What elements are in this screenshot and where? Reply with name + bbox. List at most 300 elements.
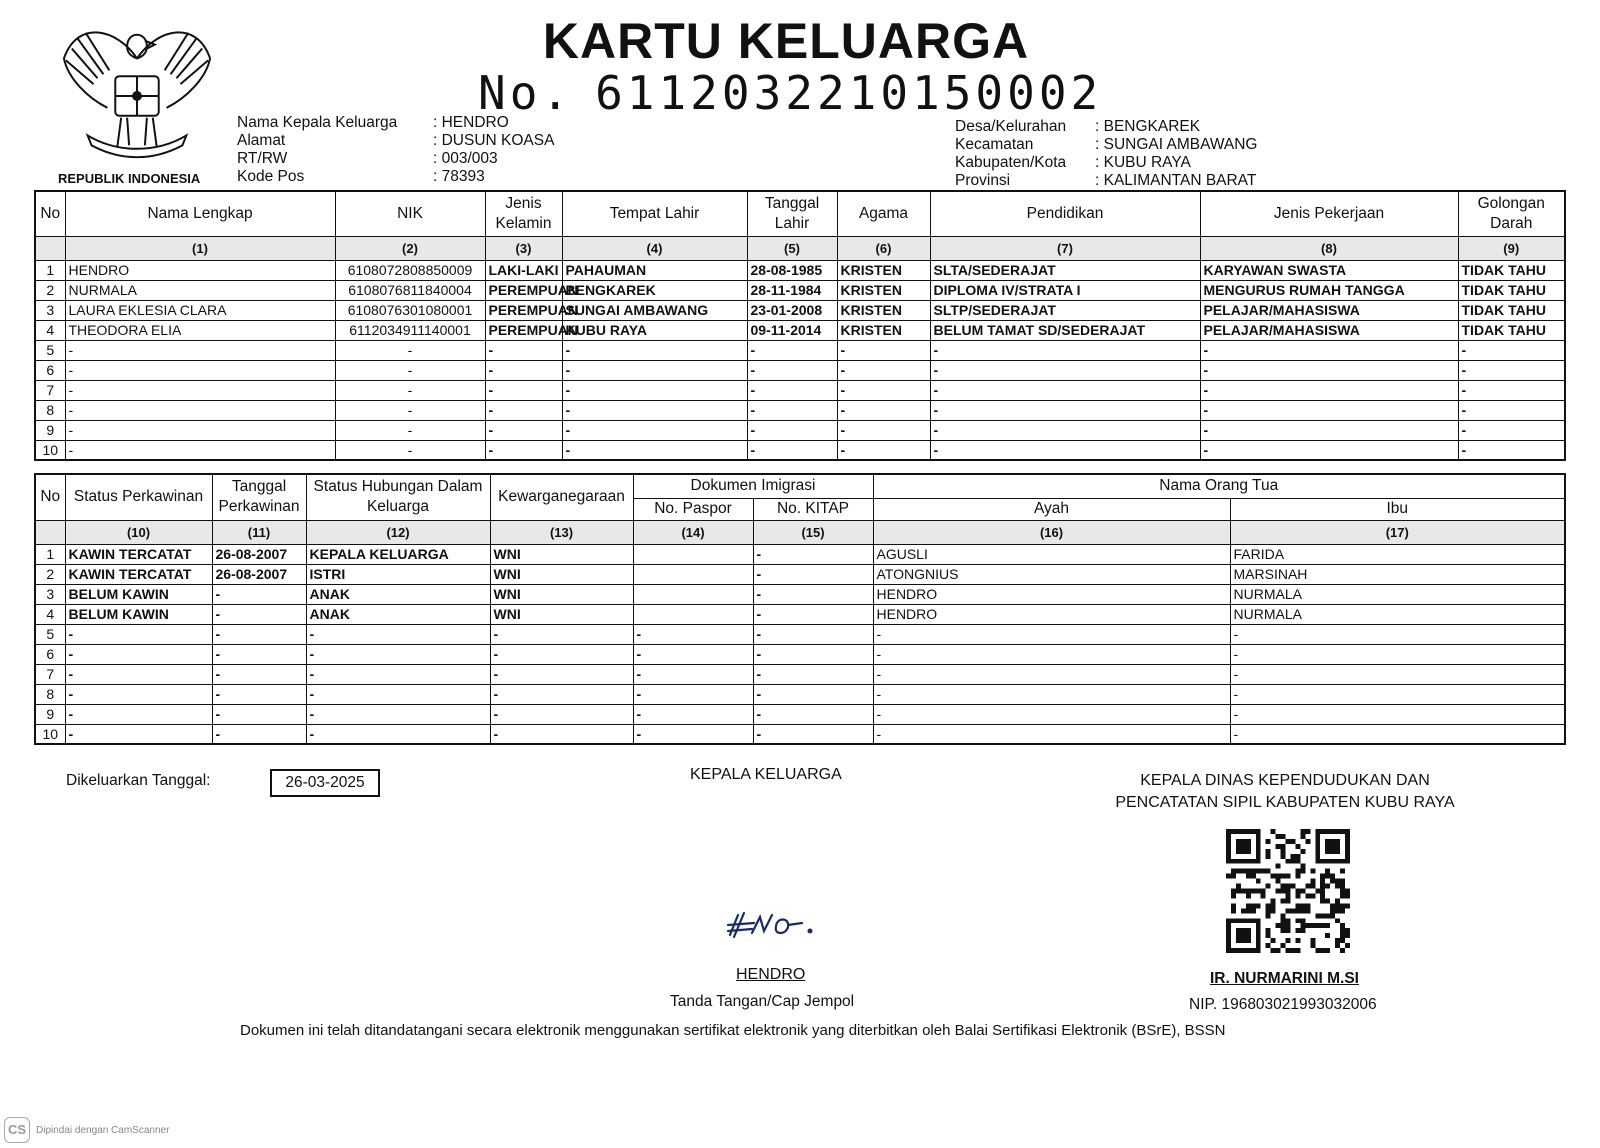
qr-code-icon <box>1226 829 1350 953</box>
column-index: (2) <box>335 236 485 260</box>
table-cell: - <box>837 440 930 460</box>
table-cell: - <box>633 684 753 704</box>
info-row <box>955 154 1258 172</box>
column-header: Golongan Darah <box>1458 191 1565 236</box>
table-cell: - <box>1200 380 1458 400</box>
info-label: Provinsi <box>955 172 1011 189</box>
table-cell: NURMALA <box>65 280 335 300</box>
table-cell: - <box>65 684 212 704</box>
table-cell: - <box>633 724 753 744</box>
table-cell: KRISTEN <box>837 280 930 300</box>
table-cell: - <box>1230 644 1565 664</box>
table-cell: 6 <box>35 644 65 664</box>
table-cell: 8 <box>35 400 65 420</box>
table-cell: - <box>753 564 873 584</box>
info-value: : 78393 <box>433 168 485 185</box>
table-row <box>35 544 1565 564</box>
table-row <box>35 400 1565 420</box>
agency-head-name: IR. NURMARINI M.SI <box>1210 970 1359 987</box>
table-cell: 5 <box>35 624 65 644</box>
agency-head-title <box>1090 770 1480 814</box>
table-row <box>35 280 1565 300</box>
table-cell: 5 <box>35 340 65 360</box>
table-cell: SLTP/SEDERAJAT <box>930 300 1200 320</box>
table-cell: - <box>562 440 747 460</box>
table-cell: 6108076301080001 <box>335 300 485 320</box>
info-label: Alamat <box>237 132 286 149</box>
column-header: No. Paspor <box>633 498 753 520</box>
table-cell: - <box>633 664 753 684</box>
household-info <box>237 114 554 186</box>
table-cell: BENGKAREK <box>562 280 747 300</box>
table-cell: TIDAK TAHU <box>1458 320 1565 340</box>
table-cell: BELUM TAMAT SD/SEDERAJAT <box>930 320 1200 340</box>
table-cell: - <box>930 360 1200 380</box>
document-number-label: No. <box>478 66 574 120</box>
info-label: RT/RW <box>237 150 288 167</box>
info-value: : DUSUN KOASA <box>433 132 555 149</box>
region-info <box>955 118 1258 190</box>
column-index: (13) <box>490 520 633 544</box>
table-cell: HENDRO <box>873 604 1230 624</box>
table-cell: - <box>490 704 633 724</box>
table-cell: 09-11-2014 <box>747 320 837 340</box>
table-cell: AGUSLI <box>873 544 1230 564</box>
table-cell: 26-08-2007 <box>212 544 306 564</box>
column-header: Tanggal Perkawinan <box>212 474 306 520</box>
table-cell: - <box>490 644 633 664</box>
column-index: (17) <box>1230 520 1565 544</box>
table-row <box>35 300 1565 320</box>
column-index: (6) <box>837 236 930 260</box>
table-cell: - <box>306 644 490 664</box>
column-index: (11) <box>212 520 306 544</box>
table-cell: 6 <box>35 360 65 380</box>
column-header: No <box>35 474 65 520</box>
table-cell: - <box>930 400 1200 420</box>
table-cell: - <box>873 724 1230 744</box>
table-header-row <box>35 474 1565 498</box>
table-cell: - <box>1458 360 1565 380</box>
family-status-table <box>34 473 1566 745</box>
table-cell: PEREMPUAN <box>485 320 562 340</box>
column-index-row <box>35 520 1565 544</box>
camscanner-logo-icon: CS <box>4 1117 30 1143</box>
issued-date-label: Dikeluarkan Tanggal: <box>66 772 211 789</box>
table-cell: - <box>1200 360 1458 380</box>
table-cell: PELAJAR/MAHASISWA <box>1200 320 1458 340</box>
table-cell: - <box>747 440 837 460</box>
table-cell: FARIDA <box>1230 544 1565 564</box>
table-cell: - <box>837 360 930 380</box>
table-cell: - <box>562 340 747 360</box>
table-cell: - <box>837 380 930 400</box>
table-cell: - <box>753 684 873 704</box>
table-row <box>35 380 1565 400</box>
table-cell: 10 <box>35 440 65 460</box>
head-of-family-title: KEPALA KELUARGA <box>690 766 842 783</box>
table-cell: - <box>930 420 1200 440</box>
table-row <box>35 684 1565 704</box>
table-cell: - <box>1200 400 1458 420</box>
table-cell: THEODORA ELIA <box>65 320 335 340</box>
table-cell: - <box>1458 380 1565 400</box>
table-cell: SUNGAI AMBAWANG <box>562 300 747 320</box>
column-header: Kewarganegaraan <box>490 474 633 520</box>
table-cell: 2 <box>35 280 65 300</box>
column-header: Nama Lengkap <box>65 191 335 236</box>
table-cell: ANAK <box>306 604 490 624</box>
table-cell: 9 <box>35 420 65 440</box>
table-cell: - <box>306 684 490 704</box>
table-cell: - <box>65 340 335 360</box>
table-cell: - <box>930 340 1200 360</box>
table-cell: - <box>490 724 633 744</box>
table-cell: LAKI-LAKI <box>485 260 562 280</box>
info-row <box>955 136 1258 154</box>
table-cell: - <box>1230 664 1565 684</box>
table-cell: - <box>1200 420 1458 440</box>
table-cell: - <box>485 360 562 380</box>
table-cell: - <box>335 420 485 440</box>
agency-head-nip: NIP. 196803021993032006 <box>1189 996 1377 1013</box>
document-number-value: 6112032210150002 <box>595 66 1103 120</box>
table-cell: - <box>65 724 212 744</box>
table-cell: PELAJAR/MAHASISWA <box>1200 300 1458 320</box>
table-cell <box>633 604 753 624</box>
table-cell: - <box>753 584 873 604</box>
table-cell: - <box>485 380 562 400</box>
table-row <box>35 260 1565 280</box>
table-row <box>35 340 1565 360</box>
table-cell: TIDAK TAHU <box>1458 260 1565 280</box>
table-cell: KAWIN TERCATAT <box>65 544 212 564</box>
table-cell: - <box>212 724 306 744</box>
column-header: Pendidikan <box>930 191 1200 236</box>
column-index: (10) <box>65 520 212 544</box>
table-cell: - <box>485 420 562 440</box>
table-row <box>35 624 1565 644</box>
column-header: Tanggal Lahir <box>747 191 837 236</box>
column-index: (1) <box>65 236 335 260</box>
table-cell: 6108076811840004 <box>335 280 485 300</box>
table-row <box>35 564 1565 584</box>
table-cell: - <box>1230 704 1565 724</box>
agency-title-line: KEPALA DINAS KEPENDUDUKAN DAN <box>1140 772 1430 789</box>
table-cell: - <box>747 420 837 440</box>
table-cell: KEPALA KELUARGA <box>306 544 490 564</box>
table-cell: - <box>212 584 306 604</box>
table-cell: - <box>873 664 1230 684</box>
column-index: (3) <box>485 236 562 260</box>
table-cell: - <box>837 340 930 360</box>
table-cell: 7 <box>35 380 65 400</box>
info-row <box>237 150 554 168</box>
table-cell: - <box>1458 420 1565 440</box>
column-index: (4) <box>562 236 747 260</box>
table-cell: 9 <box>35 704 65 724</box>
table-cell: - <box>873 704 1230 724</box>
table-cell: PEREMPUAN <box>485 300 562 320</box>
table-cell: 28-11-1984 <box>747 280 837 300</box>
info-value: : SUNGAI AMBAWANG <box>1095 136 1258 153</box>
info-value: : BENGKAREK <box>1095 118 1201 135</box>
column-index: (9) <box>1458 236 1565 260</box>
table-cell: 26-08-2007 <box>212 564 306 584</box>
signature-caption: Tanda Tangan/Cap Jempol <box>670 993 855 1010</box>
table-cell: 6108072808850009 <box>335 260 485 280</box>
table-cell: - <box>65 420 335 440</box>
table-cell: - <box>212 624 306 644</box>
table-cell: - <box>485 440 562 460</box>
family-members-table <box>34 190 1566 461</box>
table-cell: TIDAK TAHU <box>1458 300 1565 320</box>
table-cell: - <box>753 644 873 664</box>
table-cell: 4 <box>35 604 65 624</box>
column-header: Jenis Pekerjaan <box>1200 191 1458 236</box>
table-cell: - <box>1200 340 1458 360</box>
handwritten-signature-icon <box>724 905 824 945</box>
info-row <box>237 114 554 132</box>
table-cell: - <box>490 624 633 644</box>
info-label: Nama Kepala Keluarga <box>237 114 398 131</box>
table-row <box>35 440 1565 460</box>
table-cell: - <box>930 380 1200 400</box>
info-value: : KUBU RAYA <box>1095 154 1191 171</box>
table-cell: 23-01-2008 <box>747 300 837 320</box>
info-row <box>955 118 1258 136</box>
column-group-header: Nama Orang Tua <box>873 474 1565 498</box>
table-cell: WNI <box>490 544 633 564</box>
table-cell: LAURA EKLESIA CLARA <box>65 300 335 320</box>
column-header: No <box>35 191 65 236</box>
table-cell: - <box>335 380 485 400</box>
table-cell: TIDAK TAHU <box>1458 280 1565 300</box>
table-row <box>35 664 1565 684</box>
electronic-signature-note: Dokumen ini telah ditandatangani secara elektronik menggunakan sertifikat elektronik yang diterbitkan oleh Balai Sertifikasi Elektronik (BSrE), BSSN <box>240 1022 1226 1039</box>
table-cell: - <box>633 644 753 664</box>
info-label: Kabupaten/Kota <box>955 154 1067 171</box>
table-cell: - <box>306 704 490 724</box>
table-cell <box>633 584 753 604</box>
table-cell: - <box>490 684 633 704</box>
table-cell: - <box>753 544 873 564</box>
head-of-family-name: HENDRO <box>736 966 806 983</box>
table-cell: - <box>212 644 306 664</box>
table-cell: - <box>212 604 306 624</box>
scanner-watermark <box>4 1117 169 1143</box>
table-cell: KRISTEN <box>837 260 930 280</box>
table-cell: - <box>65 380 335 400</box>
table-cell: - <box>747 340 837 360</box>
table-cell: - <box>306 624 490 644</box>
info-value: : KALIMANTAN BARAT <box>1095 172 1257 189</box>
table-cell: 3 <box>35 584 65 604</box>
table-cell: 1 <box>35 544 65 564</box>
table-cell: - <box>65 440 335 460</box>
column-header: No. KITAP <box>753 498 873 520</box>
scanner-text: Dipindai dengan CamScanner <box>36 1124 170 1136</box>
table-cell: - <box>753 604 873 624</box>
table-cell: - <box>212 684 306 704</box>
column-header: Ibu <box>1230 498 1565 520</box>
table-cell: KUBU RAYA <box>562 320 747 340</box>
table-header-row <box>35 191 1565 236</box>
table-cell: - <box>747 380 837 400</box>
table-cell: KRISTEN <box>837 320 930 340</box>
column-index-row <box>35 236 1565 260</box>
table-cell: - <box>753 624 873 644</box>
table-cell: ISTRI <box>306 564 490 584</box>
table-cell: - <box>335 400 485 420</box>
document-title: KARTU KELUARGA <box>542 13 1030 69</box>
table-cell: - <box>562 420 747 440</box>
column-index: (5) <box>747 236 837 260</box>
column-header: Agama <box>837 191 930 236</box>
table-cell: - <box>753 704 873 724</box>
table-row <box>35 420 1565 440</box>
table-cell: BELUM KAWIN <box>65 604 212 624</box>
table-row <box>35 584 1565 604</box>
table-row <box>35 644 1565 664</box>
column-header: NIK <box>335 191 485 236</box>
table-cell: 3 <box>35 300 65 320</box>
table-cell: 10 <box>35 724 65 744</box>
country-label: REPUBLIK INDONESIA <box>58 171 201 186</box>
info-row <box>237 168 554 186</box>
table-cell: - <box>873 644 1230 664</box>
info-row <box>955 172 1258 190</box>
table-cell: - <box>65 704 212 724</box>
agency-title-line: PENCATATAN SIPIL KABUPATEN KUBU RAYA <box>1115 794 1455 811</box>
info-value: : 003/003 <box>433 150 498 167</box>
table-cell: 8 <box>35 684 65 704</box>
table-cell: - <box>306 724 490 744</box>
table-cell: - <box>562 400 747 420</box>
column-index: (8) <box>1200 236 1458 260</box>
column-index: (12) <box>306 520 490 544</box>
document-number <box>478 66 1102 120</box>
table-row <box>35 360 1565 380</box>
table-cell: KAWIN TERCATAT <box>65 564 212 584</box>
table-cell: - <box>212 664 306 684</box>
table-cell: - <box>65 644 212 664</box>
table-cell: 28-08-1985 <box>747 260 837 280</box>
info-row <box>237 132 554 150</box>
table-cell: ATONGNIUS <box>873 564 1230 584</box>
table-cell: - <box>633 624 753 644</box>
table-cell: - <box>212 704 306 724</box>
table-cell: - <box>306 664 490 684</box>
column-group-header: Dokumen Imigrasi <box>633 474 873 498</box>
table-cell: - <box>753 664 873 684</box>
table-cell: MENGURUS RUMAH TANGGA <box>1200 280 1458 300</box>
table-cell: - <box>562 360 747 380</box>
table-row <box>35 320 1565 340</box>
column-index <box>35 520 65 544</box>
table-cell: - <box>747 360 837 380</box>
column-index: (7) <box>930 236 1200 260</box>
table-cell: ANAK <box>306 584 490 604</box>
table-cell: 6112034911140001 <box>335 320 485 340</box>
info-value: : HENDRO <box>433 114 509 131</box>
table-cell: HENDRO <box>65 260 335 280</box>
table-cell: - <box>1200 440 1458 460</box>
table-cell: - <box>1458 340 1565 360</box>
column-header: Ayah <box>873 498 1230 520</box>
table-cell: DIPLOMA IV/STRATA I <box>930 280 1200 300</box>
table-cell: - <box>65 624 212 644</box>
table-cell: - <box>837 400 930 420</box>
table-cell: PAHAUMAN <box>562 260 747 280</box>
table-cell: 2 <box>35 564 65 584</box>
table-cell: - <box>65 360 335 380</box>
table-cell: SLTA/SEDERAJAT <box>930 260 1200 280</box>
column-header: Status Hubungan Dalam Keluarga <box>306 474 490 520</box>
column-index: (16) <box>873 520 1230 544</box>
column-index <box>35 236 65 260</box>
table-cell: - <box>837 420 930 440</box>
table-cell: - <box>753 724 873 744</box>
column-index: (15) <box>753 520 873 544</box>
column-header: Status Perkawinan <box>65 474 212 520</box>
table-cell: - <box>1230 724 1565 744</box>
table-cell: WNI <box>490 584 633 604</box>
table-cell: - <box>747 400 837 420</box>
table-cell: - <box>485 400 562 420</box>
table-cell <box>633 564 753 584</box>
issued-date-value: 26-03-2025 <box>270 769 380 797</box>
table-cell: - <box>335 340 485 360</box>
table-cell: - <box>633 704 753 724</box>
table-cell: - <box>873 624 1230 644</box>
column-header: Tempat Lahir <box>562 191 747 236</box>
table-cell: WNI <box>490 604 633 624</box>
table-cell: 1 <box>35 260 65 280</box>
table-cell: KRISTEN <box>837 300 930 320</box>
table-row <box>35 604 1565 624</box>
table-cell: - <box>485 340 562 360</box>
info-label: Kecamatan <box>955 136 1034 153</box>
table-cell: KARYAWAN SWASTA <box>1200 260 1458 280</box>
table-cell: 4 <box>35 320 65 340</box>
table-cell: - <box>335 440 485 460</box>
table-cell: NURMALA <box>1230 604 1565 624</box>
info-label: Kode Pos <box>237 168 305 185</box>
table-cell: - <box>930 440 1200 460</box>
table-cell: - <box>65 664 212 684</box>
column-index: (14) <box>633 520 753 544</box>
table-cell: - <box>1458 400 1565 420</box>
table-row <box>35 704 1565 724</box>
table-cell: - <box>1458 440 1565 460</box>
info-label: Desa/Kelurahan <box>955 118 1067 135</box>
table-cell: - <box>562 380 747 400</box>
table-cell: - <box>65 400 335 420</box>
table-cell: - <box>335 360 485 380</box>
table-cell: - <box>1230 684 1565 704</box>
table-cell <box>633 544 753 564</box>
table-cell: MARSINAH <box>1230 564 1565 584</box>
column-header: Jenis Kelamin <box>485 191 562 236</box>
table-cell: - <box>1230 624 1565 644</box>
table-cell: PEREMPUAN <box>485 280 562 300</box>
table-cell: 7 <box>35 664 65 684</box>
table-row <box>35 724 1565 744</box>
table-cell: - <box>873 684 1230 704</box>
table-cell: NURMALA <box>1230 584 1565 604</box>
table-cell: - <box>490 664 633 684</box>
